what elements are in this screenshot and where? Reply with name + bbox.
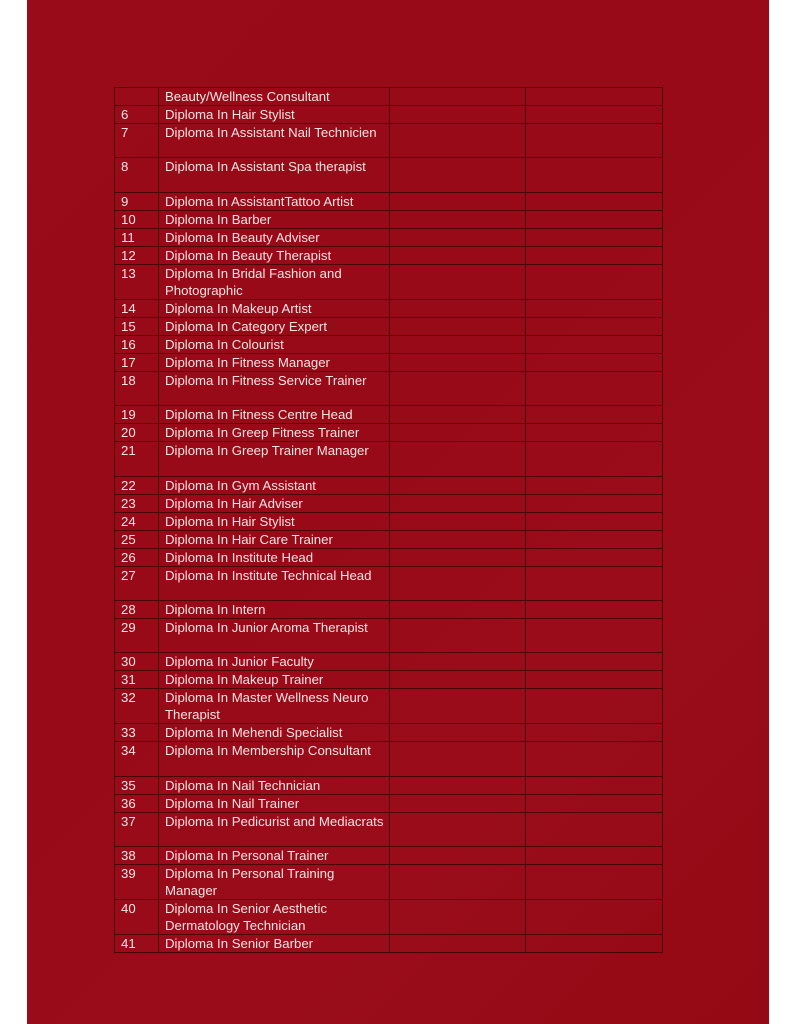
empty-cell xyxy=(526,353,663,371)
course-name: Diploma In Institute Technical Head xyxy=(159,566,390,600)
row-number: 39 xyxy=(115,865,159,900)
table-row xyxy=(115,424,663,442)
course-name: Diploma In Gym Assistant xyxy=(159,476,390,494)
row-number: 33 xyxy=(115,724,159,742)
empty-cell xyxy=(390,106,526,124)
empty-cell xyxy=(390,424,526,442)
course-name: Diploma In Institute Head xyxy=(159,548,390,566)
empty-cell xyxy=(526,124,663,158)
table-row xyxy=(115,794,663,812)
row-number: 15 xyxy=(115,317,159,335)
empty-cell xyxy=(526,88,663,106)
row-number: 11 xyxy=(115,228,159,246)
course-name: Diploma In Hair Care Trainer xyxy=(159,530,390,548)
course-name: Diploma In Greep Fitness Trainer xyxy=(159,424,390,442)
row-number: 7 xyxy=(115,124,159,158)
empty-cell xyxy=(526,742,663,776)
row-number: 29 xyxy=(115,618,159,652)
course-name: Diploma In Personal Training Manager xyxy=(159,865,390,900)
empty-cell xyxy=(526,900,663,935)
course-name: Diploma In Beauty Adviser xyxy=(159,228,390,246)
table-row xyxy=(115,724,663,742)
empty-cell xyxy=(526,530,663,548)
course-name: Diploma In Hair Stylist xyxy=(159,106,390,124)
course-name: Diploma In Assistant Spa therapist xyxy=(159,158,390,192)
empty-cell xyxy=(526,618,663,652)
course-name: Diploma In Hair Stylist xyxy=(159,512,390,530)
empty-cell xyxy=(526,494,663,512)
empty-cell xyxy=(390,689,526,724)
course-name: Diploma In Nail Trainer xyxy=(159,794,390,812)
empty-cell xyxy=(526,228,663,246)
course-name: Diploma In Barber xyxy=(159,210,390,228)
document-page xyxy=(27,0,769,1024)
table-row xyxy=(115,353,663,371)
row-number: 34 xyxy=(115,742,159,776)
empty-cell xyxy=(526,865,663,900)
course-name: Diploma In Intern xyxy=(159,600,390,618)
course-name: Diploma In Senior Aesthetic Dermatology Technician xyxy=(159,900,390,935)
table-row xyxy=(115,246,663,264)
table-row xyxy=(115,476,663,494)
table-row xyxy=(115,935,663,953)
empty-cell xyxy=(390,548,526,566)
row-number: 13 xyxy=(115,264,159,299)
empty-cell xyxy=(526,812,663,846)
empty-cell xyxy=(390,618,526,652)
course-name: Diploma In Fitness Manager xyxy=(159,353,390,371)
row-number: 40 xyxy=(115,900,159,935)
row-number: 17 xyxy=(115,353,159,371)
empty-cell xyxy=(390,724,526,742)
course-name: Diploma In Makeup Trainer xyxy=(159,671,390,689)
table-row xyxy=(115,317,663,335)
course-name: Diploma In Junior Faculty xyxy=(159,653,390,671)
course-name: Diploma In Fitness Centre Head xyxy=(159,406,390,424)
empty-cell xyxy=(390,406,526,424)
table-row xyxy=(115,671,663,689)
table-row xyxy=(115,406,663,424)
course-name: Diploma In Membership Consultant xyxy=(159,742,390,776)
row-number: 21 xyxy=(115,442,159,476)
empty-cell xyxy=(390,935,526,953)
row-number: 32 xyxy=(115,689,159,724)
course-name: Diploma In Hair Adviser xyxy=(159,494,390,512)
empty-cell xyxy=(390,192,526,210)
empty-cell xyxy=(390,671,526,689)
table-row xyxy=(115,847,663,865)
table-row xyxy=(115,192,663,210)
table-row xyxy=(115,335,663,353)
table-row xyxy=(115,106,663,124)
empty-cell xyxy=(526,689,663,724)
table-row xyxy=(115,776,663,794)
row-number: 14 xyxy=(115,299,159,317)
empty-cell xyxy=(526,653,663,671)
row-number: 28 xyxy=(115,600,159,618)
empty-cell xyxy=(526,158,663,192)
table-row xyxy=(115,494,663,512)
row-number: 20 xyxy=(115,424,159,442)
empty-cell xyxy=(526,776,663,794)
course-name: Diploma In Category Expert xyxy=(159,317,390,335)
empty-cell xyxy=(526,512,663,530)
course-name: Diploma In Junior Aroma Therapist xyxy=(159,618,390,652)
row-number: 6 xyxy=(115,106,159,124)
table-row xyxy=(115,566,663,600)
empty-cell xyxy=(390,742,526,776)
row-number: 23 xyxy=(115,494,159,512)
table-row xyxy=(115,442,663,476)
row-number: 10 xyxy=(115,210,159,228)
empty-cell xyxy=(526,335,663,353)
course-name: Diploma In Makeup Artist xyxy=(159,299,390,317)
row-number: 26 xyxy=(115,548,159,566)
table-row xyxy=(115,228,663,246)
empty-cell xyxy=(526,317,663,335)
empty-cell xyxy=(390,158,526,192)
table-row xyxy=(115,371,663,405)
course-name: Diploma In Nail Technician xyxy=(159,776,390,794)
empty-cell xyxy=(390,900,526,935)
table-row xyxy=(115,299,663,317)
empty-cell xyxy=(526,794,663,812)
empty-cell xyxy=(390,530,526,548)
row-number: 12 xyxy=(115,246,159,264)
row-number: 35 xyxy=(115,776,159,794)
empty-cell xyxy=(390,299,526,317)
empty-cell xyxy=(390,812,526,846)
empty-cell xyxy=(526,106,663,124)
empty-cell xyxy=(390,124,526,158)
empty-cell xyxy=(526,299,663,317)
row-number: 30 xyxy=(115,653,159,671)
course-name: Diploma In AssistantTattoo Artist xyxy=(159,192,390,210)
course-name: Diploma In Colourist xyxy=(159,335,390,353)
table-row xyxy=(115,653,663,671)
empty-cell xyxy=(390,246,526,264)
row-number: 36 xyxy=(115,794,159,812)
empty-cell xyxy=(390,442,526,476)
row-number: 31 xyxy=(115,671,159,689)
empty-cell xyxy=(390,210,526,228)
table-row xyxy=(115,618,663,652)
table-row xyxy=(115,124,663,158)
course-name: Diploma In Bridal Fashion and Photographic xyxy=(159,264,390,299)
empty-cell xyxy=(390,494,526,512)
empty-cell xyxy=(526,371,663,405)
empty-cell xyxy=(526,476,663,494)
row-number: 24 xyxy=(115,512,159,530)
empty-cell xyxy=(390,371,526,405)
empty-cell xyxy=(526,566,663,600)
table-row xyxy=(115,210,663,228)
empty-cell xyxy=(390,865,526,900)
empty-cell xyxy=(390,776,526,794)
course-name: Diploma In Beauty Therapist xyxy=(159,246,390,264)
table-row xyxy=(115,88,663,106)
table-row xyxy=(115,900,663,935)
table-row xyxy=(115,812,663,846)
empty-cell xyxy=(390,600,526,618)
empty-cell xyxy=(526,210,663,228)
empty-cell xyxy=(526,246,663,264)
course-name: Diploma In Personal Trainer xyxy=(159,847,390,865)
empty-cell xyxy=(526,671,663,689)
row-number: 18 xyxy=(115,371,159,405)
row-number: 41 xyxy=(115,935,159,953)
empty-cell xyxy=(390,794,526,812)
empty-cell xyxy=(526,406,663,424)
course-name: Diploma In Senior Barber xyxy=(159,935,390,953)
row-number: 9 xyxy=(115,192,159,210)
course-name: Diploma In Greep Trainer Manager xyxy=(159,442,390,476)
course-table xyxy=(114,87,663,953)
course-name: Diploma In Assistant Nail Technicien xyxy=(159,124,390,158)
row-number: 37 xyxy=(115,812,159,846)
table-row xyxy=(115,600,663,618)
empty-cell xyxy=(390,335,526,353)
row-number: 19 xyxy=(115,406,159,424)
empty-cell xyxy=(526,192,663,210)
row-number: 8 xyxy=(115,158,159,192)
table-row xyxy=(115,264,663,299)
empty-cell xyxy=(526,548,663,566)
table-row xyxy=(115,512,663,530)
table-row xyxy=(115,530,663,548)
empty-cell xyxy=(390,353,526,371)
course-name: Beauty/Wellness Consultant xyxy=(159,88,390,106)
empty-cell xyxy=(390,317,526,335)
row-number: 38 xyxy=(115,847,159,865)
empty-cell xyxy=(390,88,526,106)
empty-cell xyxy=(526,264,663,299)
course-name: Diploma In Pedicurist and Mediacrats xyxy=(159,812,390,846)
empty-cell xyxy=(526,424,663,442)
empty-cell xyxy=(526,442,663,476)
empty-cell xyxy=(390,264,526,299)
table-row xyxy=(115,865,663,900)
course-name: Diploma In Master Wellness Neuro Therapist xyxy=(159,689,390,724)
empty-cell xyxy=(526,935,663,953)
empty-cell xyxy=(390,566,526,600)
empty-cell xyxy=(390,476,526,494)
empty-cell xyxy=(390,512,526,530)
course-name: Diploma In Fitness Service Trainer xyxy=(159,371,390,405)
table-row xyxy=(115,742,663,776)
row-number: 16 xyxy=(115,335,159,353)
empty-cell xyxy=(390,847,526,865)
row-number: 25 xyxy=(115,530,159,548)
empty-cell xyxy=(390,653,526,671)
table-row xyxy=(115,158,663,192)
empty-cell xyxy=(390,228,526,246)
table-row xyxy=(115,689,663,724)
empty-cell xyxy=(526,847,663,865)
empty-cell xyxy=(526,600,663,618)
row-number: 22 xyxy=(115,476,159,494)
row-number xyxy=(115,88,159,106)
course-table-body xyxy=(115,88,663,953)
empty-cell xyxy=(526,724,663,742)
row-number: 27 xyxy=(115,566,159,600)
course-name: Diploma In Mehendi Specialist xyxy=(159,724,390,742)
table-row xyxy=(115,548,663,566)
